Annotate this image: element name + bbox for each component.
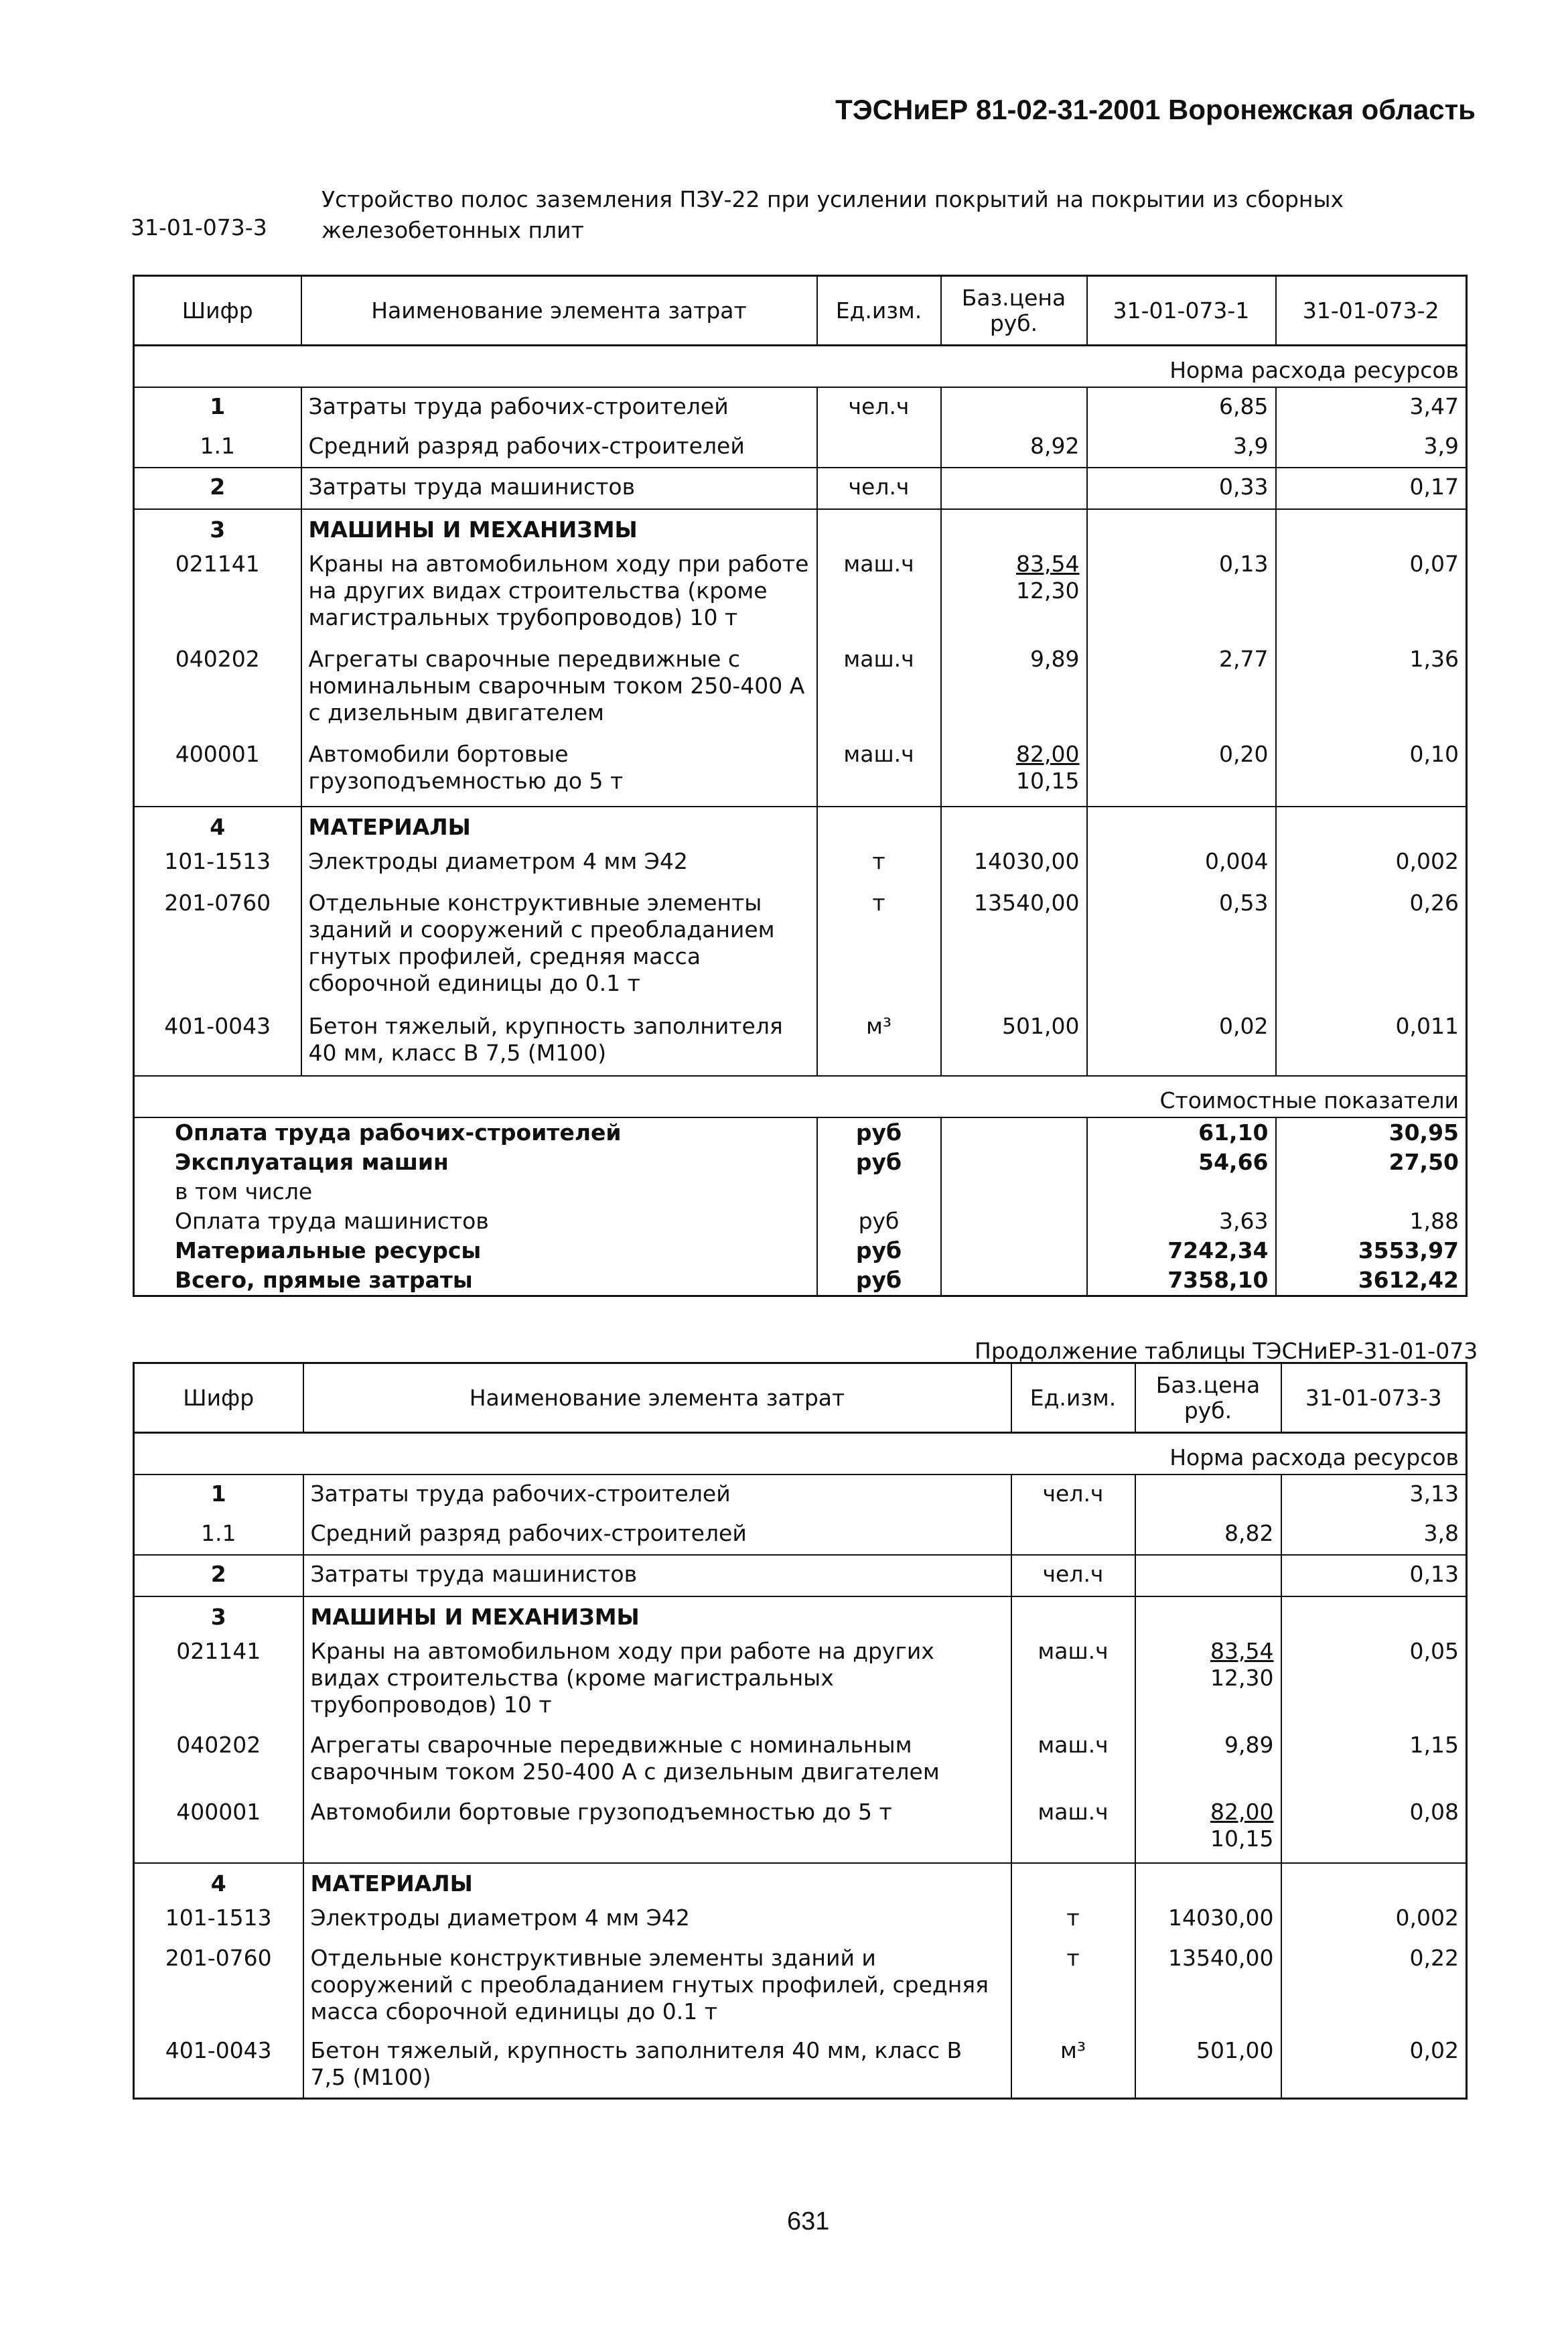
table-header-row bbox=[134, 1363, 1467, 1433]
row-price bbox=[941, 387, 1087, 427]
price-underlined: 83,54 bbox=[1016, 550, 1080, 577]
section-row bbox=[134, 1863, 1467, 1905]
price-secondary: 10,15 bbox=[1210, 1825, 1274, 1852]
table-row bbox=[134, 1515, 1467, 1555]
total-value-b bbox=[1276, 1177, 1467, 1207]
col-cipher: Шифр bbox=[134, 276, 301, 346]
row-unit: маш.ч bbox=[1011, 1732, 1135, 1799]
row-unit: м³ bbox=[1011, 2037, 1135, 2099]
section-number: 3 bbox=[134, 509, 301, 551]
row-price bbox=[1135, 1474, 1281, 1515]
row-unit: чел.ч bbox=[1011, 1474, 1135, 1515]
row-unit: чел.ч bbox=[1011, 1555, 1135, 1596]
row-price: 14030,00 bbox=[1135, 1905, 1281, 1945]
table-row bbox=[134, 1732, 1467, 1799]
row-unit: маш.ч bbox=[817, 646, 941, 741]
row-value-a: 3,8 bbox=[1281, 1515, 1467, 1555]
total-value-a: 54,66 bbox=[1087, 1148, 1276, 1177]
table-row bbox=[134, 848, 1467, 890]
row-value-a: 3,9 bbox=[1087, 427, 1276, 468]
row-code: 021141 bbox=[134, 1638, 303, 1732]
table-row bbox=[134, 427, 1467, 468]
total-row bbox=[134, 1207, 1467, 1236]
table-row bbox=[134, 1474, 1467, 1515]
section-number: 4 bbox=[134, 1863, 303, 1905]
total-label: Эксплуатация машин bbox=[134, 1148, 817, 1177]
row-value-a: 0,33 bbox=[1087, 468, 1276, 509]
row-value-a: 0,05 bbox=[1281, 1638, 1467, 1732]
row-unit: т bbox=[1011, 1905, 1135, 1945]
row-code: 1.1 bbox=[134, 427, 301, 468]
row-name: Краны на автомобильном ходу при работе на других видах строительства (кроме магистральных трубопроводов) 10 т bbox=[303, 1638, 1011, 1732]
total-unit: руб bbox=[817, 1265, 941, 1296]
row-value-a: 6,85 bbox=[1087, 387, 1276, 427]
total-label: Всего, прямые затраты bbox=[134, 1265, 817, 1296]
norm-caption-row bbox=[134, 1433, 1467, 1474]
row-value-a: 0,13 bbox=[1087, 551, 1276, 646]
row-value-b: 1,36 bbox=[1276, 646, 1467, 741]
row-value-b: 0,17 bbox=[1276, 468, 1467, 509]
total-unit: руб bbox=[817, 1148, 941, 1177]
row-name: Автомобили бортовые грузоподъемностью до 5 т bbox=[303, 1799, 1011, 1863]
row-name: Затраты труда рабочих-строителей bbox=[303, 1474, 1011, 1515]
row-unit bbox=[817, 427, 941, 468]
row-unit: маш.ч bbox=[1011, 1799, 1135, 1863]
row-unit: чел.ч bbox=[817, 468, 941, 509]
total-row bbox=[134, 1177, 1467, 1207]
row-code: 1 bbox=[134, 1474, 303, 1515]
section-title: МАШИНЫ И МЕХАНИЗМЫ bbox=[303, 1596, 1011, 1638]
col-code-a: 31-01-073-1 bbox=[1087, 276, 1276, 346]
row-price: 8,82 bbox=[1135, 1515, 1281, 1555]
row-name: Электроды диаметром 4 мм Э42 bbox=[303, 1905, 1011, 1945]
section-number: 3 bbox=[134, 1596, 303, 1638]
total-row bbox=[134, 1265, 1467, 1296]
table-row bbox=[134, 1555, 1467, 1596]
row-price: 8,92 bbox=[941, 427, 1087, 468]
row-value-b: 0,002 bbox=[1276, 848, 1467, 890]
total-unit: руб bbox=[817, 1236, 941, 1265]
section-title: МАШИНЫ И МЕХАНИЗМЫ bbox=[301, 509, 817, 551]
total-value-a: 7242,34 bbox=[1087, 1236, 1276, 1265]
row-value-a: 0,08 bbox=[1281, 1799, 1467, 1863]
cost-caption: Стоимостные показатели bbox=[134, 1076, 1467, 1117]
row-price: 13540,00 bbox=[941, 890, 1087, 1013]
row-price bbox=[941, 741, 1087, 807]
row-price bbox=[1135, 1638, 1281, 1732]
row-value-a: 0,20 bbox=[1087, 741, 1276, 807]
table-row bbox=[134, 387, 1467, 427]
resource-table-1 bbox=[133, 275, 1468, 1297]
table-row bbox=[134, 1013, 1467, 1076]
row-code: 1.1 bbox=[134, 1515, 303, 1555]
row-code: 101-1513 bbox=[134, 848, 301, 890]
price-underlined: 82,00 bbox=[1210, 1798, 1274, 1825]
row-price: 501,00 bbox=[1135, 2037, 1281, 2099]
row-price: 14030,00 bbox=[941, 848, 1087, 890]
row-value-a: 0,02 bbox=[1087, 1013, 1276, 1076]
row-name: Средний разряд рабочих-строителей bbox=[303, 1515, 1011, 1555]
total-unit bbox=[817, 1177, 941, 1207]
total-value-b: 3612,42 bbox=[1276, 1265, 1467, 1296]
total-unit: руб bbox=[817, 1117, 941, 1148]
row-name: Автомобили бортовые грузоподъемностью до 5 т bbox=[301, 741, 817, 807]
total-row bbox=[134, 1236, 1467, 1265]
row-code: 400001 bbox=[134, 741, 301, 807]
total-label: Оплата труда машинистов bbox=[134, 1207, 817, 1236]
row-price bbox=[941, 468, 1087, 509]
row-name: Краны на автомобильном ходу при работе на других видах строительства (кроме магистральных трубопроводов) 10 т bbox=[301, 551, 817, 646]
row-value-a: 0,004 bbox=[1087, 848, 1276, 890]
row-unit: маш.ч bbox=[1011, 1638, 1135, 1732]
row-code: 201-0760 bbox=[134, 890, 301, 1013]
col-unit: Ед.изм. bbox=[817, 276, 941, 346]
cost-caption-row bbox=[134, 1076, 1467, 1117]
row-value-a: 1,15 bbox=[1281, 1732, 1467, 1799]
section-row bbox=[134, 1596, 1467, 1638]
price-underlined: 83,54 bbox=[1210, 1637, 1274, 1664]
table-row bbox=[134, 1799, 1467, 1863]
table-row bbox=[134, 551, 1467, 646]
table-row bbox=[134, 890, 1467, 1013]
total-label: Материальные ресурсы bbox=[134, 1236, 817, 1265]
row-value-b: 3,9 bbox=[1276, 427, 1467, 468]
row-code: 021141 bbox=[134, 551, 301, 646]
price-secondary: 10,15 bbox=[1016, 767, 1080, 794]
continuation-caption: Продолжение таблицы ТЭСНиЕР-31-01-073 bbox=[975, 1338, 1478, 1364]
row-value-a: 3,13 bbox=[1281, 1474, 1467, 1515]
row-value-b: 0,011 bbox=[1276, 1013, 1467, 1076]
total-value-a bbox=[1087, 1177, 1276, 1207]
table-row bbox=[134, 468, 1467, 509]
total-row bbox=[134, 1117, 1467, 1148]
row-unit: маш.ч bbox=[817, 741, 941, 807]
row-name: Бетон тяжелый, крупность заполнителя 40 мм, класс В 7,5 (М100) bbox=[303, 2037, 1011, 2099]
norm-caption: Норма расхода ресурсов bbox=[134, 1433, 1467, 1474]
row-code: 040202 bbox=[134, 1732, 303, 1799]
row-price: 13540,00 bbox=[1135, 1945, 1281, 2037]
section-row bbox=[134, 509, 1467, 551]
price-secondary: 12,30 bbox=[1210, 1664, 1274, 1691]
row-code: 400001 bbox=[134, 1799, 303, 1863]
total-unit: руб bbox=[817, 1207, 941, 1236]
total-value-b: 27,50 bbox=[1276, 1148, 1467, 1177]
row-unit: т bbox=[1011, 1945, 1135, 2037]
row-value-b: 0,26 bbox=[1276, 890, 1467, 1013]
row-code: 401-0043 bbox=[134, 1013, 301, 1076]
row-name: Затраты труда машинистов bbox=[301, 468, 817, 509]
row-name: Отдельные конструктивные элементы зданий и сооружений с преобладанием гнутых профилей, средняя масса сборочной единицы до 0.1 т bbox=[301, 890, 817, 1013]
row-name: Затраты труда рабочих-строителей bbox=[301, 387, 817, 427]
norm-caption-row bbox=[134, 346, 1467, 387]
row-code: 1 bbox=[134, 387, 301, 427]
col-price: Баз.цена руб. bbox=[1135, 1363, 1281, 1433]
total-label: Оплата труда рабочих-строителей bbox=[134, 1117, 817, 1148]
total-row bbox=[134, 1148, 1467, 1177]
total-value-a: 3,63 bbox=[1087, 1207, 1276, 1236]
row-name: Отдельные конструктивные элементы зданий и сооружений с преобладанием гнутых профилей, средняя масса сборочной единицы до 0.1 т bbox=[303, 1945, 1011, 2037]
row-value-b: 3,47 bbox=[1276, 387, 1467, 427]
total-label: в том числе bbox=[134, 1177, 817, 1207]
col-price: Баз.цена руб. bbox=[941, 276, 1087, 346]
table-header-row bbox=[134, 276, 1467, 346]
col-name: Наименование элемента затрат bbox=[303, 1363, 1011, 1433]
row-value-a: 0,22 bbox=[1281, 1945, 1467, 2037]
row-price: 9,89 bbox=[941, 646, 1087, 741]
price-underlined: 82,00 bbox=[1016, 740, 1080, 767]
col-cipher: Шифр bbox=[134, 1363, 303, 1433]
row-price bbox=[941, 551, 1087, 646]
table-row bbox=[134, 646, 1467, 741]
row-name: Агрегаты сварочные передвижные с номинальным сварочным током 250-400 А с дизельным двигателем bbox=[303, 1732, 1011, 1799]
table-row bbox=[134, 1945, 1467, 2037]
row-unit bbox=[1011, 1515, 1135, 1555]
price-secondary: 12,30 bbox=[1016, 577, 1080, 604]
total-value-b: 30,95 bbox=[1276, 1117, 1467, 1148]
row-price bbox=[1135, 1555, 1281, 1596]
section-number: 4 bbox=[134, 807, 301, 848]
section-code: 31-01-073-3 bbox=[131, 214, 267, 241]
row-name: Электроды диаметром 4 мм Э42 bbox=[301, 848, 817, 890]
row-value-a: 2,77 bbox=[1087, 646, 1276, 741]
row-name: Средний разряд рабочих-строителей bbox=[301, 427, 817, 468]
row-value-a: 0,13 bbox=[1281, 1555, 1467, 1596]
row-name: Затраты труда машинистов bbox=[303, 1555, 1011, 1596]
row-value-b: 0,07 bbox=[1276, 551, 1467, 646]
row-code: 401-0043 bbox=[134, 2037, 303, 2099]
row-name: Агрегаты сварочные передвижные с номинальным сварочным током 250-400 А с дизельным двигателем bbox=[301, 646, 817, 741]
row-code: 2 bbox=[134, 1555, 303, 1596]
total-value-b: 1,88 bbox=[1276, 1207, 1467, 1236]
section-title: МАТЕРИАЛЫ bbox=[303, 1863, 1011, 1905]
table-row bbox=[134, 741, 1467, 807]
table-row bbox=[134, 2037, 1467, 2099]
section-title: МАТЕРИАЛЫ bbox=[301, 807, 817, 848]
col-code-b: 31-01-073-2 bbox=[1276, 276, 1467, 346]
row-unit: маш.ч bbox=[817, 551, 941, 646]
row-name: Бетон тяжелый, крупность заполнителя 40 мм, класс В 7,5 (М100) bbox=[301, 1013, 817, 1076]
total-value-a: 61,10 bbox=[1087, 1117, 1276, 1148]
table-row bbox=[134, 1638, 1467, 1732]
section-row bbox=[134, 807, 1467, 848]
row-value-b: 0,10 bbox=[1276, 741, 1467, 807]
row-unit: чел.ч bbox=[817, 387, 941, 427]
row-value-a: 0,53 bbox=[1087, 890, 1276, 1013]
col-name: Наименование элемента затрат bbox=[301, 276, 817, 346]
table-row bbox=[134, 1905, 1467, 1945]
row-code: 040202 bbox=[134, 646, 301, 741]
row-code: 201-0760 bbox=[134, 1945, 303, 2037]
row-unit: т bbox=[817, 890, 941, 1013]
row-code: 2 bbox=[134, 468, 301, 509]
col-unit: Ед.изм. bbox=[1011, 1363, 1135, 1433]
section-description: Устройство полос заземления ПЗУ-22 при усилении покрытий на покрытии из сборных железобетонных плит bbox=[322, 186, 1344, 243]
document-header: ТЭСНиЕР 81-02-31-2001 Воронежская область bbox=[835, 94, 1476, 125]
row-unit: т bbox=[817, 848, 941, 890]
row-unit: м³ bbox=[817, 1013, 941, 1076]
row-price: 9,89 bbox=[1135, 1732, 1281, 1799]
norm-caption: Норма расхода ресурсов bbox=[134, 346, 1467, 387]
resource-table-2 bbox=[133, 1362, 1468, 2100]
total-value-a: 7358,10 bbox=[1087, 1265, 1276, 1296]
row-value-a: 0,02 bbox=[1281, 2037, 1467, 2099]
row-price bbox=[1135, 1799, 1281, 1863]
row-code: 101-1513 bbox=[134, 1905, 303, 1945]
row-value-a: 0,002 bbox=[1281, 1905, 1467, 1945]
col-code-a: 31-01-073-3 bbox=[1281, 1363, 1467, 1433]
total-value-b: 3553,97 bbox=[1276, 1236, 1467, 1265]
page-number: 631 bbox=[787, 2207, 830, 2236]
row-price: 501,00 bbox=[941, 1013, 1087, 1076]
